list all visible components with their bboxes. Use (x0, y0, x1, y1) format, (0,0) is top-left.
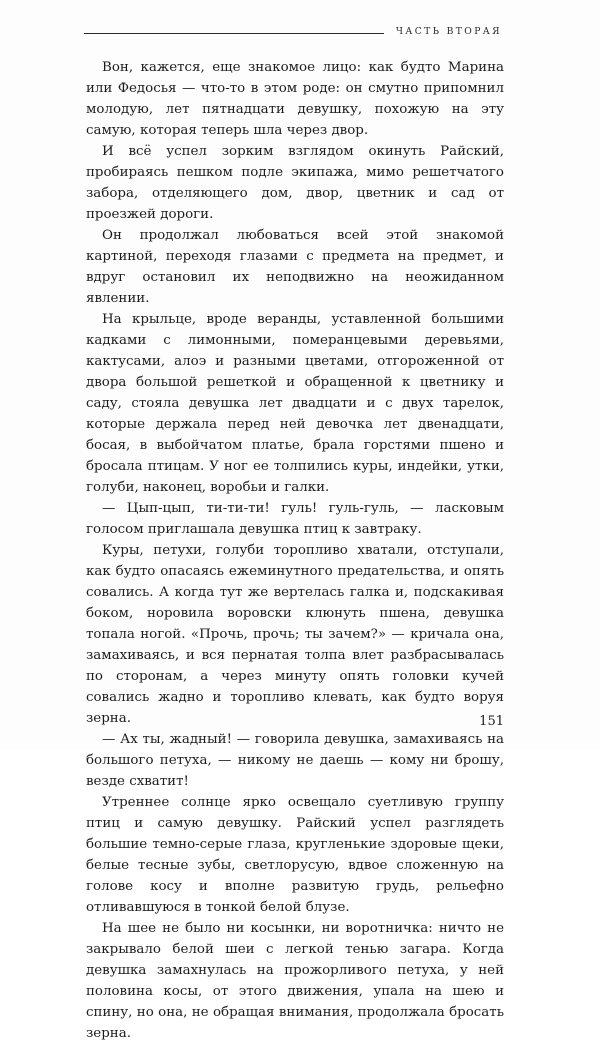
paragraph: — Цып-цып, ти-ти-ти! гуль! гуль-гуль, — ласковым голосом приглашала девушка птиц к завтраку. (86, 501, 504, 537)
paragraph: Куры, петухи, голуби торопливо хватали, отступали, как будто опасаясь ежеминутного предательства, и опять совались. А когда тут же вертелась галка и, подскакивая боком, норовила воровски клюнуть пшена, девушка топала ногой. «Прочь, прочь; ты зачем?» — кричала она, замахиваясь, и вся пернатая толпа влет разбрасывалась по сторонам, а через минуту опять головки кучей совались жадно и торопливо клевать, как будто воруя зерна. (86, 543, 504, 726)
paragraph: — Ах ты, жадный! — говорила девушка, замахиваясь на большого петуха, — никому не даешь — кому ни брошу, везде схватит! (86, 732, 504, 789)
paragraph: На крыльце, вроде веранды, уставленной большими кадками с лимонными, померанцевыми деревьями, кактусами, алоэ и разными цветами, отгороженной от двора большой решеткой и обращенной к цветнику и саду, стояла девушка лет двадцати и с двух тарелок, которые держала перед ней девочка лет двенадцати, босая, в выбойчатом платье, брала горстями пшено и бросала птицам. У ног ее толпились куры, индейки, утки, голуби, наконец, воробьи и галки. (86, 312, 504, 495)
header-rule (84, 33, 384, 34)
body-text (86, 57, 504, 1044)
paragraph: Он продолжал любоваться всей этой знакомой картиной, переходя глазами с предмета на предмет, и вдруг остановил их неподвижно на неожиданном явлении. (86, 228, 504, 306)
paragraph: Вон, кажется, еще знакомое лицо: как будто Марина или Федосья — что-то в этом роде: он смутно припомнил молодую, лет пятнадцати девушку, похожую на эту самую, которая теперь шла через двор. (86, 60, 504, 138)
paragraph: И всё успел зорким взглядом окинуть Райский, пробираясь пешком подле экипажа, мимо решетчатого забора, отделяющего дом, двор, цветник и сад от проезжей дороги. (86, 144, 504, 222)
running-head: ЧАСТЬ ВТОРАЯ (395, 26, 502, 37)
page-header (84, 26, 502, 40)
paragraph: На шее не было ни косынки, ни воротничка: ничто не закрывало белой шеи с легкой тенью загара. Когда девушка замахнулась на прожорливого петуха, у ней половина косы, от этого движения, упала на шею и спину, но она, не обращая внимания, продолжала бросать зерна. (86, 921, 504, 1041)
page-number: 151 (479, 714, 504, 729)
paragraph: Утреннее солнце ярко освещало суетливую группу птиц и самую девушку. Райский успел разглядеть большие темно-серые глаза, кругленькие здоровые щеки, белые тесные зубы, светлорусую, вдвое сложенную на голове косу и вполне развитую грудь, рельефно отливавшуюся в тонкой белой блузе. (86, 795, 504, 915)
